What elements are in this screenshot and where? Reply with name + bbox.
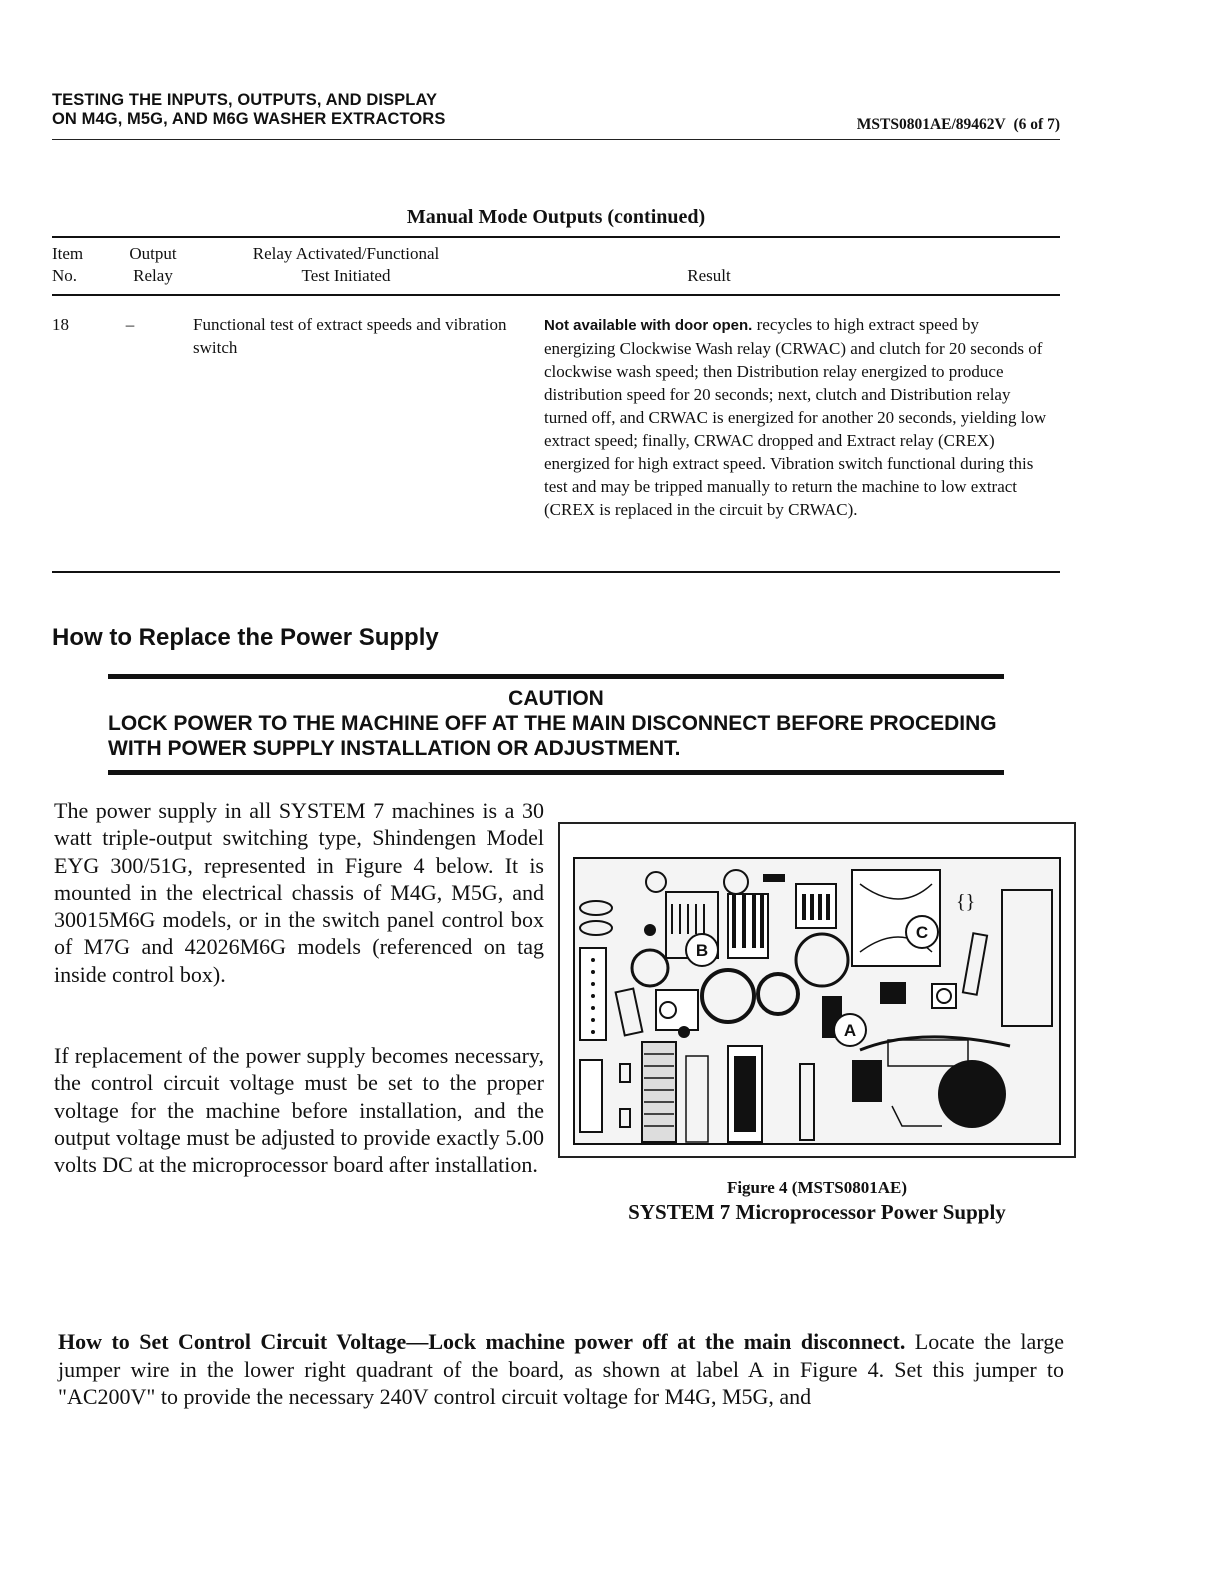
caution-top-bar — [108, 674, 1004, 679]
row-item-no: 18 — [52, 315, 69, 334]
table-top-rule — [52, 236, 1060, 238]
row-result-bold: Not available with door open. — [544, 317, 753, 334]
table-title: Manual Mode Outputs (continued) — [406, 206, 706, 228]
header-doc-ref — [857, 116, 1060, 134]
caution-bottom-bar — [108, 770, 1004, 775]
callout-b-label: B — [695, 941, 709, 960]
svg-text:{}: {} — [956, 891, 976, 913]
paragraph-set-voltage — [58, 1328, 1064, 1411]
paragraph-replacement: If replacement of the power supply becomes necessary, the control circuit voltage must be set to the proper voltage for the machine before installation, and the output voltage must be adjusted to provide exactly 5.00 volts DC at the microprocessor board after installation. — [54, 1043, 544, 1178]
row-output-relay: – — [125, 315, 135, 334]
running-header — [52, 91, 1060, 133]
caution-box — [108, 674, 1004, 775]
callout-c-label: C — [915, 923, 929, 942]
power-supply-board-illustration — [560, 824, 1074, 1156]
row-result-text: recycles to high extract speed by energizing Clockwise Wash relay (CRWAC) and clutch for 20 seconds of clockwise wash speed; then Distribution relay energized to produce distribution speed for 20 seconds; next, clutch and Distribution relay turned off, and CRWAC is energized for another 20 seconds, yielding low extract speed; finally, CRWAC dropped and Extract relay (CREX) energized for high extract speed. Vibration switch functional during this test and may be tripped manually to return the machine to low extract (CREX is replaced in the circuit by CRWAC). — [544, 315, 1047, 519]
figure-caption-number: Figure 4 (MSTS0801AE) — [726, 1178, 908, 1197]
set-voltage-text: Locate the large jumper wire in the lower right quadrant of the board, as shown at label A in Figure 4. Set this jumper to "AC200V" to provide the necessary 240V control circuit voltage for M4G, M5G, and — [58, 1329, 1064, 1409]
row-test: Functional test of extract speeds and vibration switch — [193, 315, 507, 357]
table-header-rule — [52, 294, 1060, 296]
col-header-result: Result — [687, 266, 731, 285]
header-title-line2: ON M4G, M5G, AND M6G WASHER EXTRACTORS — [52, 110, 446, 128]
figure-frame — [558, 822, 1076, 1158]
caution-body: LOCK POWER TO THE MACHINE OFF AT THE MAIN DISCONNECT BEFORE PROCEDING WITH POWER SUPPLY INSTALLATION OR ADJUSTMENT. — [108, 712, 997, 760]
paragraph-power-supply: The power supply in all SYSTEM 7 machines is a 30 watt triple-output switching type, Shindengen Model EYG 300/51G, represented in Figure 4 below. It is mounted in the electrical chassis of M4G, M5G, and 30015M6G models, or in the switch panel control box of M7G and 42026M6G models (referenced on tag inside control box). — [54, 798, 544, 987]
table-bottom-rule — [52, 571, 1060, 573]
set-voltage-heading: How to Set Control Circuit Voltage—Lock machine power off at the main disconnect. — [58, 1329, 906, 1354]
header-title-line1: TESTING THE INPUTS, OUTPUTS, AND DISPLAY — [52, 91, 438, 109]
callout-a — [834, 1014, 866, 1046]
col-header-item: Item No. — [52, 244, 84, 285]
header-rule — [52, 139, 1060, 140]
col-header-relay: Output Relay — [129, 244, 177, 285]
section-title: How to Replace the Power Supply — [52, 624, 439, 651]
row-result — [544, 313, 1050, 521]
callout-a-label: A — [843, 1021, 857, 1040]
doc-ref: MSTS0801AE/89462V — [856, 116, 1006, 133]
figure-caption-title: SYSTEM 7 Microprocessor Power Supply — [628, 1200, 1006, 1224]
callout-c — [906, 916, 938, 948]
callout-b — [686, 934, 718, 966]
caution-title: CAUTION — [508, 687, 604, 710]
col-header-test: Relay Activated/Functional Test Initiated — [252, 244, 440, 285]
page-of: (6 of 7) — [1013, 116, 1060, 133]
